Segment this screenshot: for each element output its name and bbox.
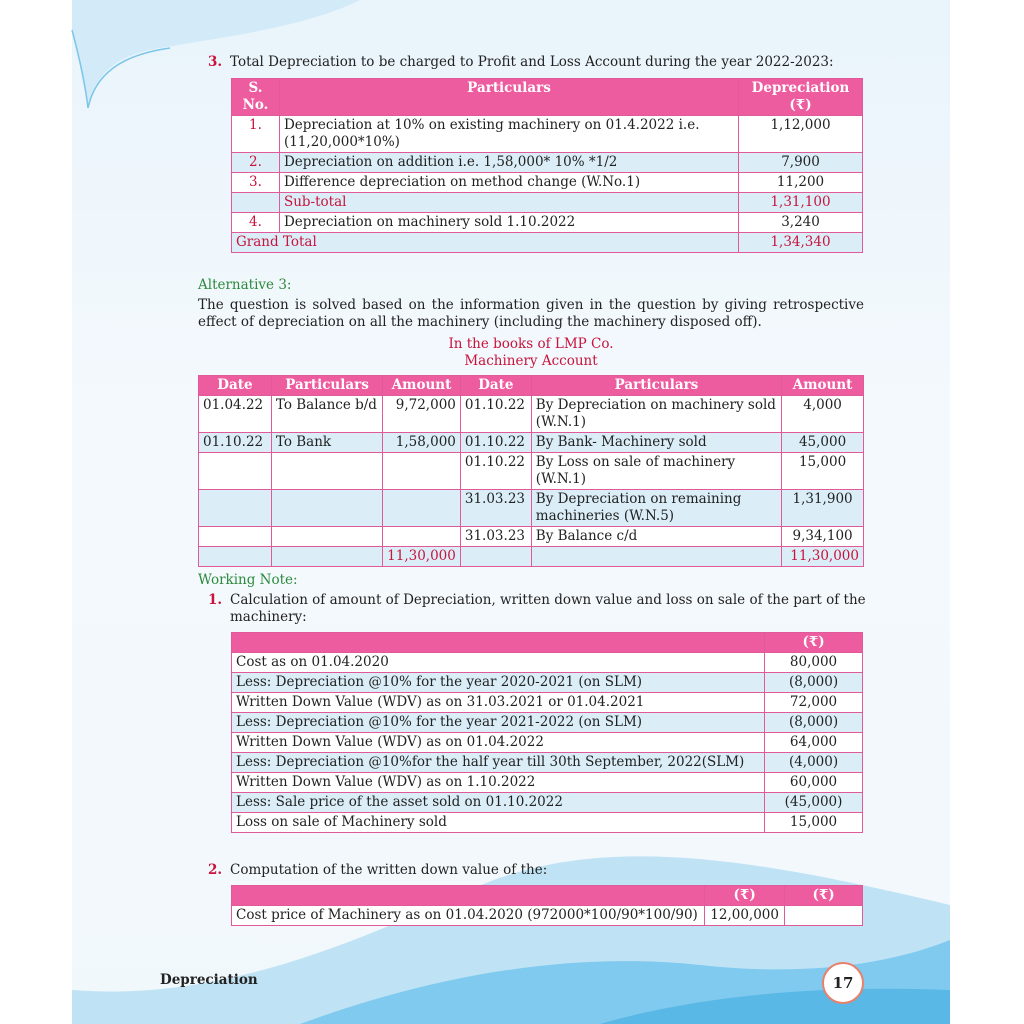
table-row: 4. Depreciation on machinery sold 1.10.2022 3,240 xyxy=(232,213,863,233)
account-header: Date Particulars Amount Date Particulars Amount xyxy=(199,376,864,396)
alternative-title: Alternative 3: xyxy=(198,277,292,293)
table-row: 31.03.23 By Balance c/d 9,34,100 xyxy=(199,527,864,547)
table-row: Less: Depreciation @10% for the year 2021-2022 (on SLM) (8,000) xyxy=(232,713,863,733)
table-row: Written Down Value (WDV) as on 01.04.2022 64,000 xyxy=(232,733,863,753)
working-note-item1: 1. Calculation of amount of Depreciation, written down value and loss on sale of the part of the xyxy=(208,592,866,608)
table-row: 01.10.22 To Bank 1,58,000 01.10.22 By Bank- Machinery sold 45,000 xyxy=(199,433,864,453)
table-row: Less: Sale price of the asset sold on 01.10.2022 (45,000) xyxy=(232,793,863,813)
section3-heading xyxy=(208,54,834,71)
account-total-row: 11,30,000 11,30,000 xyxy=(199,547,864,567)
table-row: 1. Depreciation at 10% on existing machinery on 01.4.2022 i.e. (11,20,000*10%) 1,12,000 xyxy=(232,116,863,153)
wdv-header: (₹) xyxy=(232,633,863,653)
table-row: Less: Depreciation @10% for the year 2020-2021 (on SLM) (8,000) xyxy=(232,673,863,693)
computation-header: (₹) (₹) xyxy=(232,886,863,906)
table-row: Loss on sale of Machinery sold 15,000 xyxy=(232,813,863,833)
depreciation-table xyxy=(231,78,863,253)
section3-number: 3. xyxy=(208,54,223,70)
table-row: 31.03.23 By Depreciation on remaining machineries (W.N.5) 1,31,900 xyxy=(199,490,864,527)
depreciation-table-header xyxy=(232,79,863,116)
table-row: 01.04.22 To Balance b/d 9,72,000 01.10.22 By Depreciation on machinery sold (W.N.1) 4,000 xyxy=(199,396,864,433)
header-depreciation: Depreciation (₹) xyxy=(739,79,863,116)
account-title: Machinery Account xyxy=(464,353,598,369)
subtotal-row: Sub-total 1,31,100 xyxy=(232,193,863,213)
table-row: Written Down Value (WDV) as on 1.10.2022 60,000 xyxy=(232,773,863,793)
wdv-calculation-table xyxy=(231,632,863,833)
header-sno: S. No. xyxy=(232,79,280,116)
grand-total-row: Grand Total 1,34,340 xyxy=(232,233,863,253)
page-number: 17 xyxy=(822,962,864,1004)
working-note-item2: 2. Computation of the written down value of the: xyxy=(208,862,548,878)
machinery-account-table xyxy=(198,375,864,567)
table-row: Cost price of Machinery as on 01.04.2020 (972000*100/90*100/90) 12,00,000 xyxy=(232,906,863,926)
section3-heading-text: Total Depreciation to be charged to Profit and Loss Account during the year 2022-2023: xyxy=(230,54,834,70)
working-note-title: Working Note: xyxy=(198,572,298,588)
chapter-footer: Depreciation xyxy=(160,972,258,988)
table-row: Cost as on 01.04.2020 80,000 xyxy=(232,653,863,673)
table-row: 2. Depreciation on addition i.e. 1,58,000* 10% *1/2 7,900 xyxy=(232,153,863,173)
working-note-item1-cont: machinery: xyxy=(230,609,307,625)
table-row: 3. Difference depreciation on method change (W.No.1) 11,200 xyxy=(232,173,863,193)
books-line: In the books of LMP Co. xyxy=(448,336,614,352)
wdv-computation-table xyxy=(231,885,863,926)
alternative-paragraph: The question is solved based on the information given in the question by giving retrospective effect of depreciation on all the machinery (including the machinery disposed off). xyxy=(198,297,864,330)
table-row: 01.10.22 By Loss on sale of machinery (W.N.1) 15,000 xyxy=(199,453,864,490)
table-row: Less: Depreciation @10%for the half year till 30th September, 2022(SLM) (4,000) xyxy=(232,753,863,773)
header-particulars: Particulars xyxy=(279,79,738,116)
table-row: Written Down Value (WDV) as on 31.03.2021 or 01.04.2021 72,000 xyxy=(232,693,863,713)
